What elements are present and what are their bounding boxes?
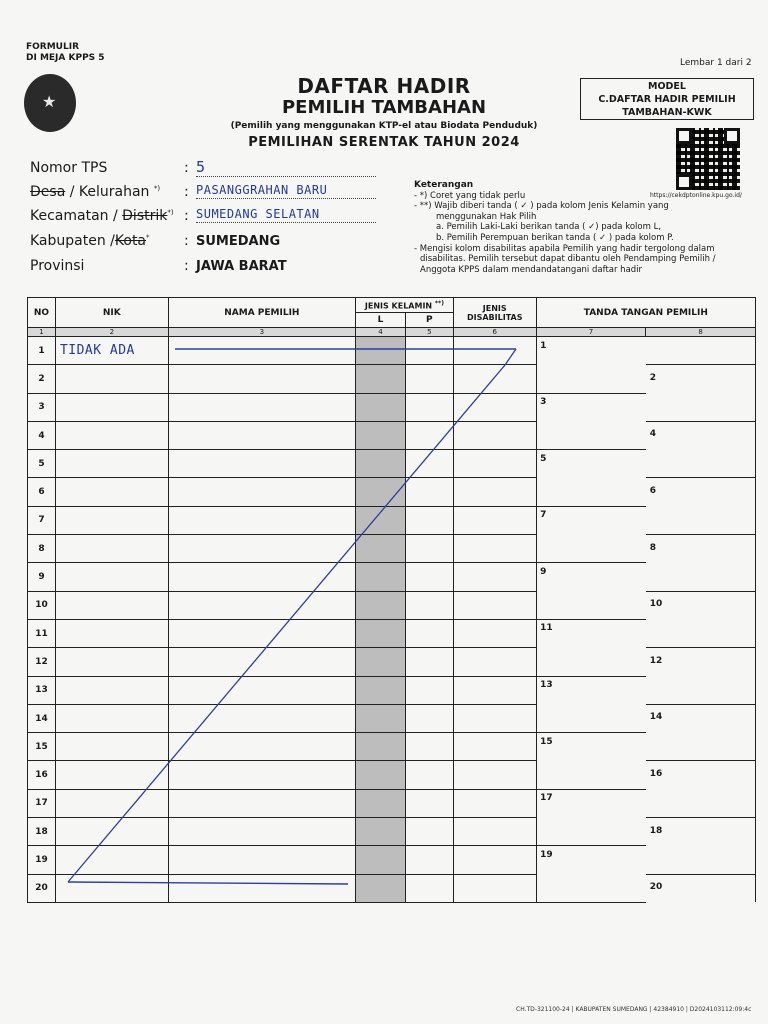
colon: :	[184, 233, 189, 249]
row-number: 13	[28, 676, 56, 704]
pen-horizontal-bottom	[68, 882, 348, 884]
desa-label-rest: / Kelurahan	[65, 184, 154, 200]
row-number: 6	[28, 478, 56, 506]
kec-label-strike: Distrik	[122, 208, 168, 224]
column-number: 1	[28, 328, 56, 337]
kab-label-strike: Kota	[114, 233, 147, 249]
signature-number: 10	[649, 599, 663, 610]
row-number: 12	[28, 648, 56, 676]
title-line-2: PEMILIH TAMBAHAN	[281, 97, 487, 118]
signature-number: 15	[540, 736, 553, 747]
star-icon: ★	[42, 92, 57, 111]
footer-code: CH.TD-321100-24 | KABUPATEN SUMEDANG | 42384910 | D2024103112:09:4c	[516, 1006, 752, 1013]
nik-handwritten: TIDAK ADA	[59, 343, 135, 359]
signature-number: 5	[540, 453, 547, 464]
pen-diagonal-strike	[68, 349, 516, 882]
signature-number: 17	[540, 793, 553, 804]
keterangan-line: - Mengisi kolom disabilitas apabila Pemilih yang hadir tergolong dalam	[414, 243, 715, 254]
kec-value-text: SUMEDANG SELATAN	[196, 207, 320, 221]
signature-number: 4	[649, 429, 657, 440]
verification-url[interactable]: https://cekdptonline.kpu.go.id/	[650, 192, 742, 199]
row-number: 1	[28, 337, 56, 365]
keterangan-line: a. Pemilih Laki-Laki berikan tanda ( ✓) pada kolom L,	[436, 222, 662, 233]
row-number: 19	[28, 846, 56, 874]
kec-note: *)	[167, 208, 174, 217]
tps-value-text: 5	[196, 158, 206, 176]
kab-note: *	[146, 233, 150, 242]
title-line-3: PEMILIHAN SERENTAK TAHUN 2024	[248, 135, 520, 150]
signature-number: 18	[649, 825, 663, 836]
signature-number: 13	[540, 680, 553, 691]
column-number: 3	[168, 328, 355, 337]
row-number: 8	[28, 535, 56, 563]
column-number: 7	[536, 328, 646, 337]
header-jk-note: **)	[434, 299, 444, 307]
keterangan-line: - **) Wajib diberi tanda ( ✓ ) pada kolom Jenis Kelamin yang	[414, 201, 669, 212]
column-number: 5	[405, 328, 453, 337]
desa-note: *)	[153, 184, 161, 193]
keterangan-title: Keterangan	[414, 180, 474, 190]
provinsi-label: Provinsi	[30, 258, 85, 274]
header-nama: NAMA PEMILIH	[168, 298, 355, 328]
signature-number: 2	[649, 372, 657, 383]
kec-label: Kecamatan /	[30, 208, 123, 224]
row-number: 11	[28, 619, 56, 647]
header-jk-text: JENIS KELAMIN	[364, 301, 433, 311]
kabupaten-value: SUMEDANG	[196, 234, 281, 249]
signature-number: 7	[540, 510, 547, 521]
signature-number: 20	[649, 882, 663, 893]
keterangan-line: disabilitas. Pemilih tersebut dapat dibantu oleh Pendamping Pemilih /	[420, 254, 716, 265]
header-disabilitas: JENIS DISABILITAS	[453, 298, 536, 328]
colon: :	[184, 160, 189, 176]
row-number: 10	[28, 591, 56, 619]
row-number: 18	[28, 818, 56, 846]
desa-value-text: PASANGGRAHAN BARU	[196, 183, 328, 197]
signature-number: 19	[540, 849, 553, 860]
model-line-1: MODEL	[648, 81, 686, 92]
desa-label-strike: Desa	[30, 184, 66, 200]
signature-number: 3	[540, 397, 547, 408]
row-number: 7	[28, 506, 56, 534]
keterangan-line: Anggota KPPS dalam mendandatangani daftar hadir	[420, 264, 643, 275]
header-no: NO	[28, 298, 56, 328]
row-number: 9	[28, 563, 56, 591]
colon: :	[184, 184, 189, 200]
column-number: 8	[646, 328, 756, 337]
signature-number: 12	[649, 655, 663, 666]
column-number: 6	[453, 328, 536, 337]
column-number: 4	[356, 328, 406, 337]
sheet-number: Lembar 1 dari 2	[680, 58, 752, 68]
signature-number: 16	[649, 768, 663, 779]
row-number: 14	[28, 704, 56, 732]
keterangan-line: menggunakan Hak Pilih	[436, 211, 537, 222]
row-number: 4	[28, 421, 56, 449]
title-line-1: DAFTAR HADIR	[297, 74, 471, 98]
colon: :	[184, 258, 189, 274]
keterangan-line: b. Pemilih Perempuan berikan tanda ( ✓ ) pada kolom P.	[436, 232, 674, 243]
row-number: 3	[28, 393, 56, 421]
signature-number: 14	[649, 712, 663, 723]
header-l: L	[356, 313, 406, 328]
signature-number: 6	[649, 485, 657, 496]
signature-number: 9	[540, 566, 547, 577]
row-number: 15	[28, 733, 56, 761]
row-number: 20	[28, 874, 56, 902]
signature-number: 11	[540, 623, 553, 634]
row-number: 17	[28, 789, 56, 817]
tps-label: Nomor TPS	[30, 160, 108, 176]
form-line-2: DI MEJA KPPS 5	[26, 53, 105, 63]
kab-label: Kabupaten /	[30, 233, 115, 249]
column-number: 2	[55, 328, 168, 337]
provinsi-value: JAWA BARAT	[196, 259, 287, 274]
row-number: 5	[28, 450, 56, 478]
row-number: 16	[28, 761, 56, 789]
form-line-1: FORMULIR	[26, 42, 80, 52]
header-nik: NIK	[55, 298, 168, 328]
row-number: 2	[28, 365, 56, 393]
header-p: P	[405, 313, 453, 328]
signature-number: 8	[649, 542, 657, 553]
header-tanda-tangan: TANDA TANGAN PEMILIH	[536, 298, 755, 328]
subtitle: (Pemilih yang menggunakan KTP-el atau Biodata Penduduk)	[230, 121, 538, 131]
colon: :	[184, 208, 189, 224]
signature-number: 1	[540, 340, 547, 351]
keterangan-line: - *) Coret yang tidak perlu	[414, 190, 526, 201]
model-line-3: TAMBAHAN-KWK	[622, 107, 712, 118]
model-line-2: C.DAFTAR HADIR PEMILIH	[598, 94, 736, 105]
